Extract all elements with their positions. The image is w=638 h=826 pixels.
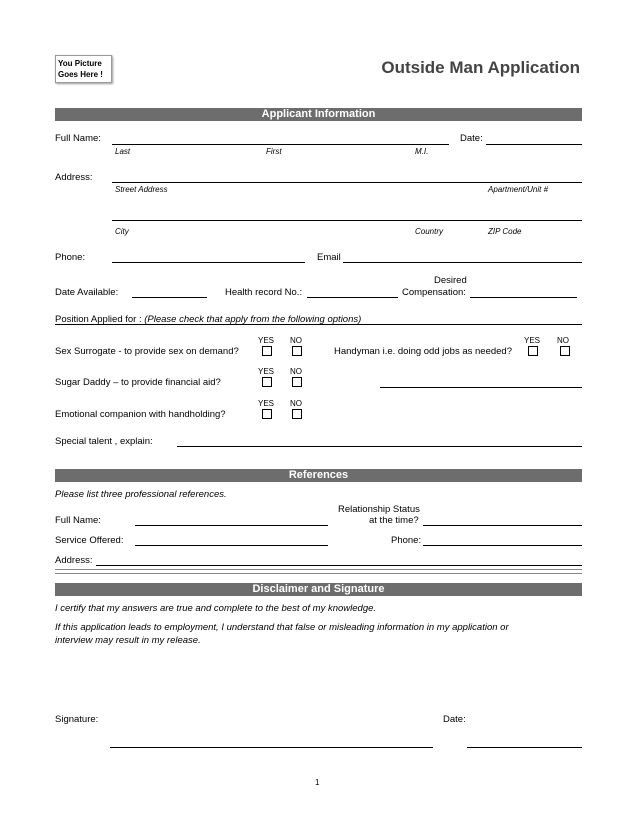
option-sugar-daddy-label: Sugar Daddy – to provide financial aid? <box>55 377 221 388</box>
position-label-text: Position Applied for : <box>55 314 142 325</box>
option-emotional-companion-no-checkbox[interactable] <box>292 409 302 419</box>
option-handyman-yes-checkbox[interactable] <box>528 346 538 356</box>
yes-caption-2: YES <box>524 336 541 345</box>
reference-phone-label: Phone: <box>391 535 422 546</box>
references-intro: Please list three professional references. <box>55 489 227 500</box>
no-caption-3: NO <box>290 367 302 376</box>
position-underline <box>55 324 582 325</box>
reference-full-name-field[interactable] <box>135 525 328 526</box>
phone-field[interactable] <box>112 262 305 263</box>
reference-phone-field[interactable] <box>423 545 582 546</box>
desired-label: Desired <box>434 275 467 286</box>
first-name-caption: First <box>266 147 282 156</box>
health-record-field[interactable] <box>307 297 398 298</box>
street-address-field[interactable] <box>112 182 582 183</box>
yes-caption-1: YES <box>258 336 275 345</box>
option-sex-surrogate-no-checkbox[interactable] <box>292 346 302 356</box>
disclaimer-release-text-1: If this application leads to employment, I understand that false or misleading information in my application or <box>55 622 509 633</box>
signature-date-label: Date: <box>443 714 466 725</box>
disclaimer-certify-text: I certify that my answers are true and complete to the best of my knowledge. <box>55 603 377 614</box>
other-option-field[interactable] <box>380 387 582 388</box>
reference-address-label: Address: <box>55 555 93 566</box>
compensation-field[interactable] <box>470 297 577 298</box>
address-label: Address: <box>55 172 93 183</box>
reference-address-field[interactable] <box>96 565 582 566</box>
relationship-status-label-2: at the time? <box>369 515 419 526</box>
no-caption-4: NO <box>290 399 302 408</box>
zip-caption: ZIP Code <box>488 227 522 236</box>
date-field[interactable] <box>486 144 582 145</box>
no-caption-1: NO <box>290 336 302 345</box>
country-caption: Country <box>415 227 444 236</box>
full-name-field[interactable] <box>112 144 449 145</box>
email-field[interactable] <box>343 262 582 263</box>
option-handyman-label: Handyman i.e. doing odd jobs as needed? <box>334 346 512 357</box>
date-available-label: Date Available: <box>55 287 119 298</box>
service-offered-label: Service Offered: <box>55 535 124 546</box>
option-emotional-companion-label: Emotional companion with handholding? <box>55 409 226 420</box>
relationship-status-field[interactable] <box>423 525 582 526</box>
reference-full-name-label: Full Name: <box>55 515 101 526</box>
option-emotional-companion-yes-checkbox[interactable] <box>262 409 272 419</box>
yes-caption-4: YES <box>258 399 275 408</box>
relationship-status-label-1: Relationship Status <box>338 504 420 515</box>
no-caption-2: NO <box>557 336 569 345</box>
yes-caption-3: YES <box>258 367 275 376</box>
date-label: Date: <box>460 133 483 144</box>
logo-placeholder <box>55 55 112 83</box>
street-address-caption: Street Address <box>115 185 168 194</box>
option-sugar-daddy-yes-checkbox[interactable] <box>262 377 272 387</box>
date-available-field[interactable] <box>132 297 207 298</box>
option-sugar-daddy-no-checkbox[interactable] <box>292 377 302 387</box>
logo-line-2: Goes Here ! <box>58 70 103 79</box>
special-talent-field[interactable] <box>177 446 582 447</box>
city-field[interactable] <box>112 220 582 221</box>
compensation-label: Compensation: <box>402 287 466 298</box>
section-applicant-header: Applicant Information <box>55 108 582 121</box>
reference-divider-2 <box>55 573 582 574</box>
apartment-caption: Apartment/Unit # <box>488 185 549 194</box>
signature-date-field[interactable] <box>467 747 582 748</box>
option-sex-surrogate-yes-checkbox[interactable] <box>262 346 272 356</box>
city-caption: City <box>115 227 129 236</box>
page-number: 1 <box>315 778 320 787</box>
email-label: Email <box>317 252 341 263</box>
option-sex-surrogate-label: Sex Surrogate - to provide sex on demand? <box>55 346 239 357</box>
service-offered-field[interactable] <box>135 545 328 546</box>
full-name-label: Full Name: <box>55 133 101 144</box>
option-handyman-no-checkbox[interactable] <box>560 346 570 356</box>
special-talent-label: Special talent , explain: <box>55 436 153 447</box>
last-name-caption: Last <box>115 147 131 156</box>
logo-line-1: You Picture <box>58 59 102 68</box>
signature-label: Signature: <box>55 714 99 725</box>
page-title: Outside Man Application <box>381 58 580 77</box>
section-references-header: References <box>55 469 582 482</box>
disclaimer-release-text-2: interview may result in my release. <box>55 635 201 646</box>
health-record-label: Health record No.: <box>225 287 303 298</box>
reference-divider-1 <box>55 569 582 570</box>
position-hint: (Please check that apply from the following options) <box>144 314 362 325</box>
phone-label: Phone: <box>55 252 86 263</box>
section-disclaimer-header: Disclaimer and Signature <box>55 583 582 596</box>
middle-initial-caption: M.I. <box>415 147 429 156</box>
signature-field[interactable] <box>110 747 433 748</box>
